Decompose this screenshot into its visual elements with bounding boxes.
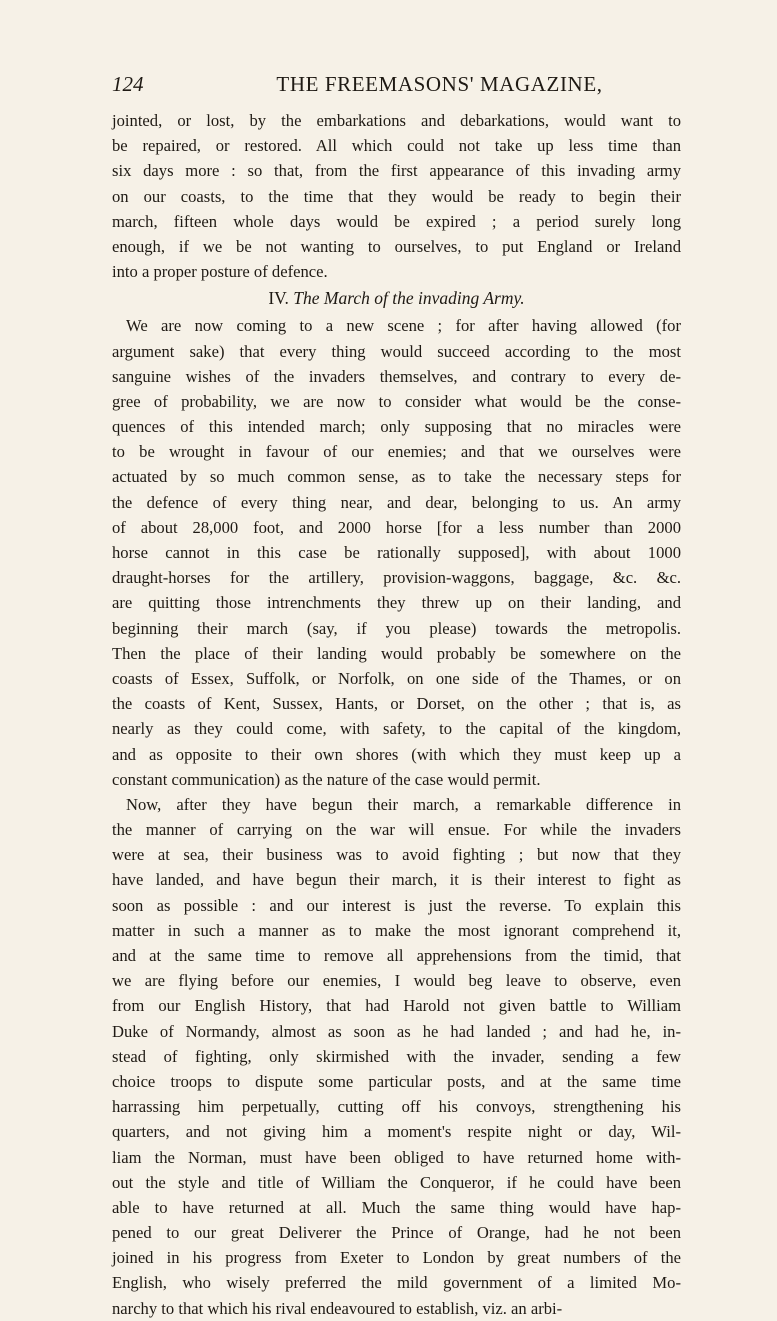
intro-paragraph: [112, 108, 681, 284]
text-line: nearly as they could come, with safety, to the capital of the kingdom,: [112, 719, 681, 739]
text-line: soon as possible : and our interest is just the reverse. To explain this: [112, 895, 681, 915]
text-line: the manner of carrying on the war will ensue. For while the invaders: [112, 820, 681, 840]
text-line: quarters, and not giving him a moment's respite night or day, Wil-: [112, 1122, 681, 1142]
text-line: to be wrought in favour of our enemies; and that we ourselves were: [112, 442, 681, 462]
page-number: 124: [112, 72, 144, 96]
text-line: beginning their march (say, if you please) towards the metropolis.: [112, 618, 681, 638]
page-header: [112, 72, 681, 106]
text-line: liam the Norman, must have been obliged to have returned home with-: [112, 1147, 681, 1167]
body-text: [112, 108, 681, 1321]
text-line: narchy to that which his rival endeavoured to establish, viz. an arbi-: [112, 1298, 563, 1318]
text-line: of about 28,000 foot, and 2000 horse [for a less number than 2000: [112, 517, 681, 537]
text-line: harrassing him perpetually, cutting off his convoys, strengthening his: [112, 1097, 681, 1117]
text-line: constant communication) as the nature of the case would permit.: [112, 769, 541, 789]
running-head: THE FREEMASONS' MAGAZINE,: [276, 72, 603, 96]
text-line: we are flying before our enemies, I would beg leave to observe, even: [112, 971, 681, 991]
text-line: gree of probability, we are now to consider what would be the conse-: [112, 391, 681, 411]
text-line: on our coasts, to the time that they would be ready to begin their: [112, 186, 681, 206]
section-title: The March of the invading Army.: [293, 288, 525, 309]
text-line: quences of this intended march; only supposing that no miracles were: [112, 417, 681, 437]
text-line: We are now coming to a new scene ; for after having allowed (for: [126, 316, 681, 336]
text-line: have landed, and have begun their march, it is their interest to fight as: [112, 870, 681, 890]
text-line: Now, after they have begun their march, a remarkable difference in: [126, 794, 681, 814]
text-line: English, who wisely preferred the mild government of a limited Mo-: [112, 1273, 681, 1293]
text-line: able to have returned at all. Much the same thing would have hap-: [112, 1197, 681, 1217]
paragraph-1: [112, 313, 681, 792]
text-line: enough, if we be not wanting to ourselves, to put England or Ireland: [112, 236, 681, 256]
text-line: stead of fighting, only skirmished with the invader, sending a few: [112, 1046, 681, 1066]
text-line: actuated by so much common sense, as to take the necessary steps for: [112, 467, 681, 487]
text-line: matter in such a manner as to make the most ignorant comprehend it,: [112, 920, 681, 940]
text-line: march, fifteen whole days would be expired ; a period surely long: [112, 211, 681, 231]
text-line: six days more : so that, from the first appearance of this invading army: [112, 161, 681, 181]
text-line: the defence of every thing near, and dear, belonging to us. An army: [112, 492, 681, 512]
paragraph-2: [112, 792, 681, 1321]
text-line: the coasts of Kent, Sussex, Hants, or Dorset, on the other ; that is, as: [112, 694, 681, 714]
text-line: jointed, or lost, by the embarkations and debarkations, would want to: [112, 111, 681, 130]
text-line: out the style and title of William the Conqueror, if he could have been: [112, 1172, 681, 1192]
text-line: be repaired, or restored. All which could not take up less time than: [112, 136, 681, 156]
text-line: and as opposite to their own shores (with which they must keep up a: [112, 744, 681, 764]
text-line: joined in his progress from Exeter to London by great numbers of the: [112, 1248, 681, 1268]
text-line: and at the same time to remove all apprehensions from the timid, that: [112, 946, 681, 965]
text-line: were at sea, their business was to avoid fighting ; but now that they: [112, 845, 681, 865]
text-line: pened to our great Deliverer the Prince of Orange, had he not been: [112, 1223, 681, 1243]
text-line: from our English History, that had Harold not given battle to William: [112, 996, 681, 1016]
text-line: argument sake) that every thing would succeed according to the most: [112, 341, 681, 361]
text-line: choice troops to dispute some particular posts, and at the same time: [112, 1071, 681, 1091]
text-line: into a proper posture of defence.: [112, 262, 328, 282]
text-line: draught-horses for the artillery, provision-waggons, baggage, &c. &c.: [112, 568, 681, 588]
section-heading: [112, 284, 681, 313]
text-line: sanguine wishes of the invaders themselves, and contrary to every de-: [112, 366, 681, 386]
text-line: coasts of Essex, Suffolk, or Norfolk, on one side of the Thames, or on: [112, 668, 681, 688]
section-numeral: IV.: [268, 288, 289, 309]
text-line: Duke of Normandy, almost as soon as he had landed ; and had he, in-: [112, 1021, 681, 1041]
text-line: Then the place of their landing would probably be somewhere on the: [112, 643, 681, 663]
text-line: horse cannot in this case be rationally supposed], with about 1000: [112, 543, 681, 562]
text-line: are quitting those intrenchments they threw up on their landing, and: [112, 593, 681, 613]
